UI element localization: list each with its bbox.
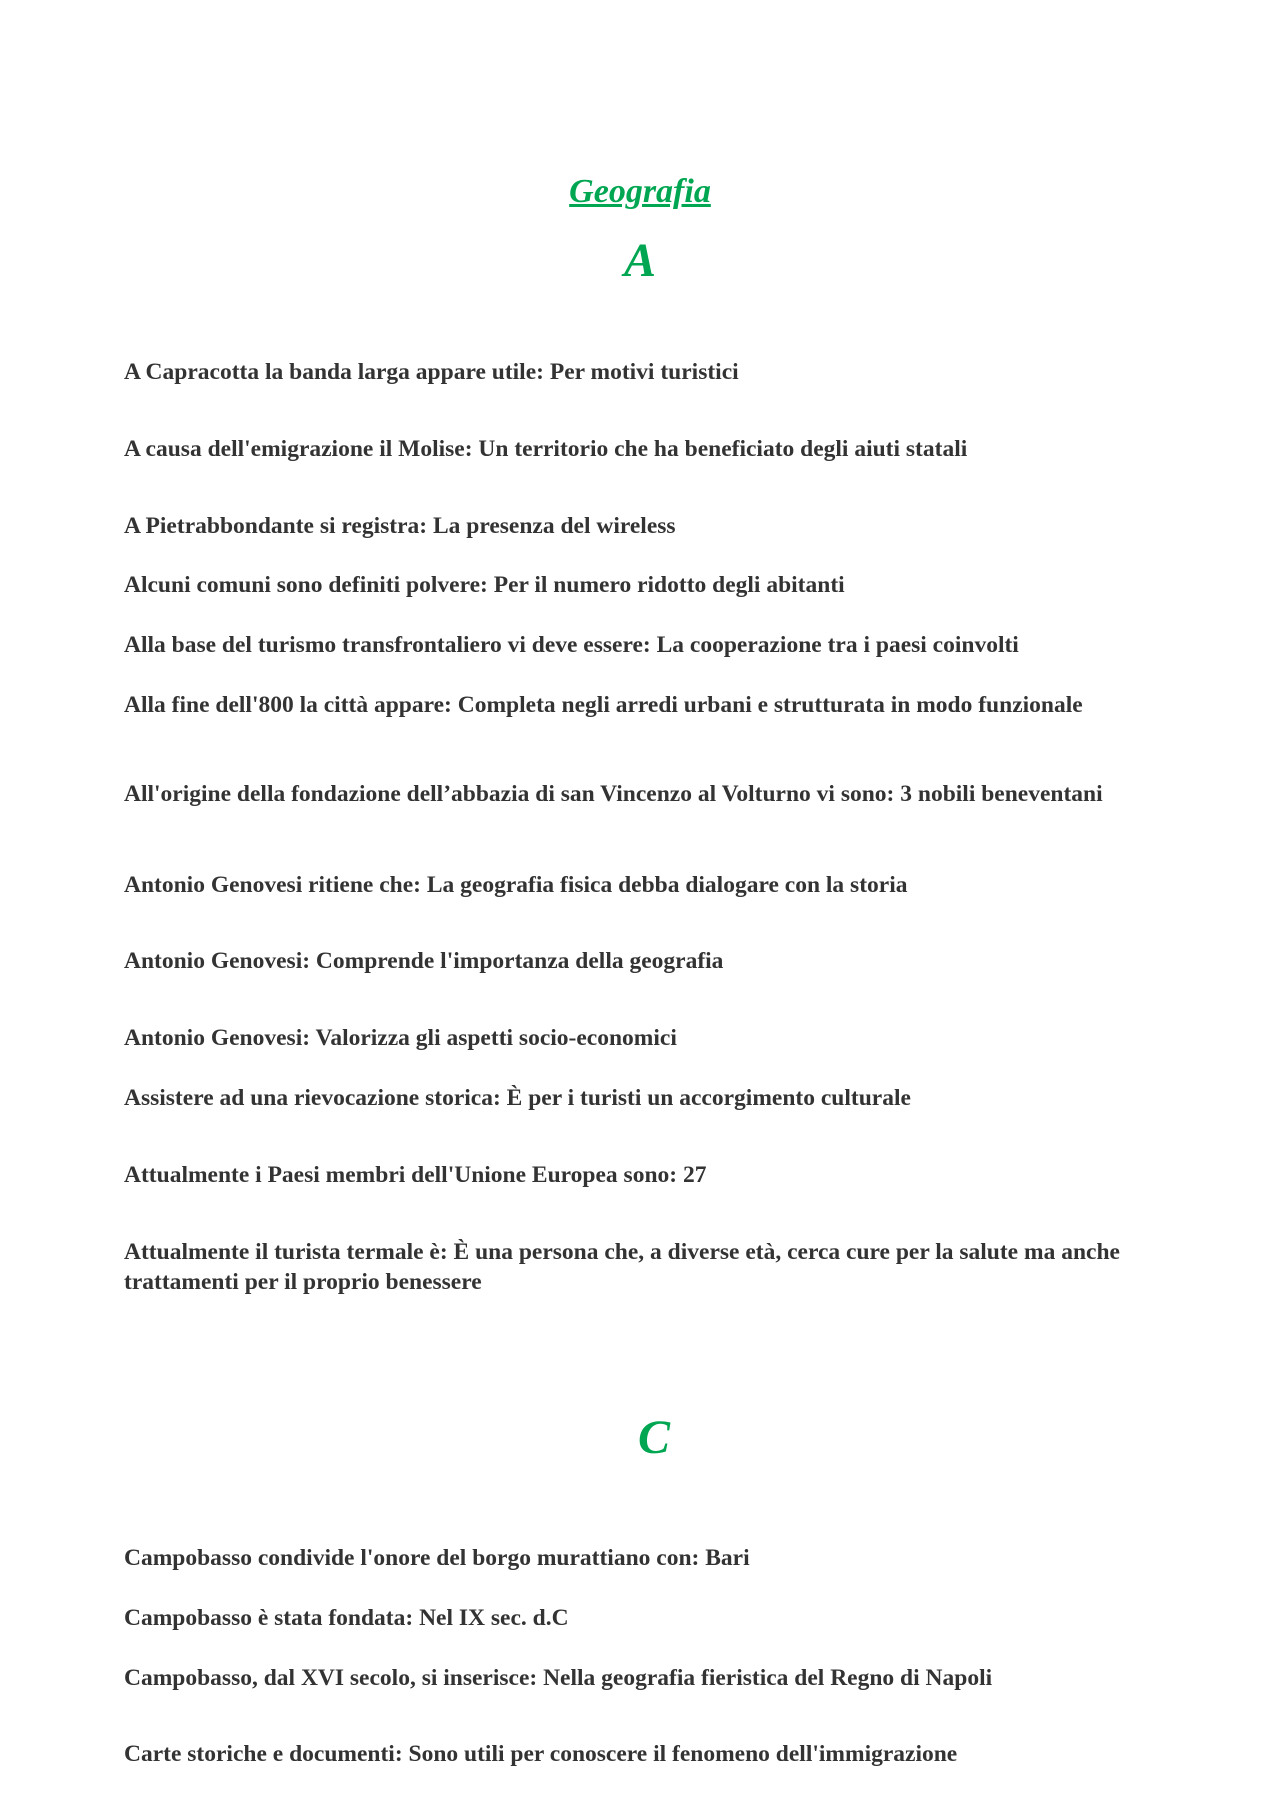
entry-item: Campobasso, dal XVI secolo, si inserisce: Nella geografia fieristica del Regno di Napoli xyxy=(124,1665,993,1691)
document-title: Geografia xyxy=(569,173,711,210)
entry-item: Antonio Genovesi ritiene che: La geografia fisica debba dialogare con la storia xyxy=(124,872,908,898)
entry-item: All'origine della fondazione dell’abbazia di san Vincenzo al Volturno vi sono: 3 nobili beneventani xyxy=(124,781,1103,807)
entry-item: Antonio Genovesi: Valorizza gli aspetti socio-economici xyxy=(124,1025,677,1051)
entry-item: Assistere ad una rievocazione storica: È per i turisti un accorgimento culturale xyxy=(124,1085,911,1111)
entry-item: Alla fine dell'800 la città appare: Completa negli arredi urbani e strutturata in modo funzionale xyxy=(124,692,1083,718)
entry-item: Antonio Genovesi: Comprende l'importanza della geografia xyxy=(124,948,724,974)
entry-item: A Capracotta la banda larga appare utile: Per motivi turistici xyxy=(124,359,739,385)
entry-item: A Pietrabbondante si registra: La presenza del wireless xyxy=(124,513,676,539)
entry-item: Alla base del turismo transfrontaliero vi deve essere: La cooperazione tra i paesi coinvolti xyxy=(124,632,1019,658)
entry-item: Attualmente i Paesi membri dell'Unione Europea sono: 27 xyxy=(124,1162,707,1188)
section-letter-c: C xyxy=(637,1411,670,1464)
entry-item: Campobasso condivide l'onore del borgo murattiano con: Bari xyxy=(124,1545,750,1571)
entry-item: Alcuni comuni sono definiti polvere: Per il numero ridotto degli abitanti xyxy=(124,572,845,598)
entry-item: Carte storiche e documenti: Sono utili per conoscere il fenomeno dell'immigrazione xyxy=(124,1741,958,1767)
section-letter-a: A xyxy=(623,234,656,287)
entry-item: A causa dell'emigrazione il Molise: Un territorio che ha beneficiato degli aiuti statali xyxy=(124,436,968,462)
entry-item: Campobasso è stata fondata: Nel IX sec. d.C xyxy=(124,1605,569,1631)
entry-item: Attualmente il turista termale è: È una persona che, a diverse età, cerca cure per la salute ma anche trattamenti per il proprio benessere xyxy=(124,1239,1120,1295)
